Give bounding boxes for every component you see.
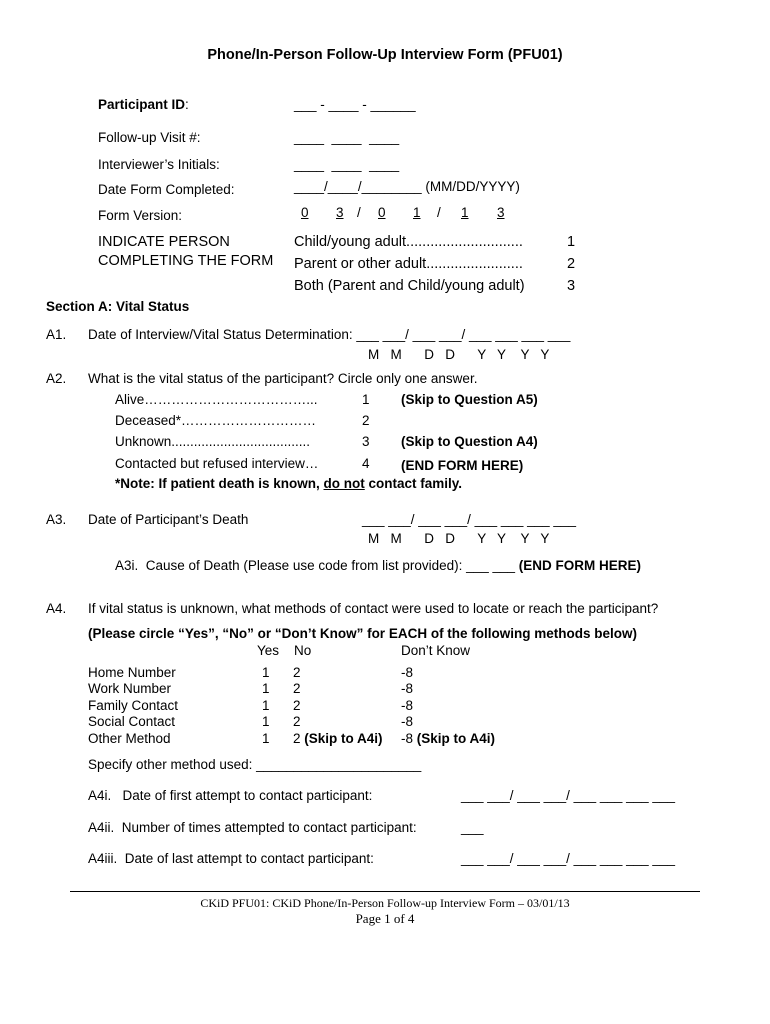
method-yes[interactable]: 1 <box>262 731 270 746</box>
form-version-digit: 1 <box>413 205 421 220</box>
a1-date-format: M M D D Y Y Y Y <box>368 347 550 362</box>
a4i-question: A4i. Date of first attempt to contact participant: <box>88 788 373 803</box>
column-header-yes: Yes <box>257 643 280 658</box>
followup-visit-label: Follow-up Visit #: <box>98 130 201 145</box>
method-dont-know[interactable]: -8 <box>401 681 414 696</box>
form-title: Phone/In-Person Follow-Up Interview Form (PFU01) <box>207 47 563 63</box>
footer-form-info: CKiD PFU01: CKiD Phone/In-Person Follow-up Interview Form – 03/01/13 <box>200 896 570 910</box>
person-option-text[interactable]: Both (Parent and Child/young adult) <box>294 278 525 294</box>
question-number: A1. <box>46 327 67 342</box>
interviewer-initials-field[interactable]: ____ ____ ____ <box>294 157 400 172</box>
a2-option-text[interactable]: Unknown..................................... <box>115 434 311 449</box>
column-header-no: No <box>294 643 312 658</box>
method-yes[interactable]: 1 <box>262 698 270 713</box>
column-header-dont-know: Don’t Know <box>401 643 471 658</box>
person-option-text[interactable]: Parent or other adult........................ <box>294 256 523 272</box>
participant-id-field[interactable]: ___ - ____ - ______ <box>294 97 416 112</box>
person-option-text[interactable]: Child/young adult............................. <box>294 234 523 250</box>
a3-question: Date of Participant’s Death <box>88 512 249 527</box>
form-version-digit: 0 <box>378 205 386 220</box>
form-version-slash: / <box>357 205 361 220</box>
method-label: Work Number <box>88 681 172 696</box>
form-version-digit: 3 <box>497 205 505 220</box>
person-option-code[interactable]: 2 <box>567 256 576 272</box>
method-dont-know[interactable]: -8 (Skip to A4i) <box>401 731 496 746</box>
method-dont-know[interactable]: -8 <box>401 698 414 713</box>
method-label: Social Contact <box>88 714 176 729</box>
method-label: Home Number <box>88 665 176 680</box>
a2-end-note: (END FORM HERE) <box>401 458 524 473</box>
person-completing-label: INDICATE PERSON <box>98 234 230 250</box>
participant-id-label: Participant ID: <box>98 97 189 112</box>
a2-option-code[interactable]: 1 <box>362 392 370 407</box>
followup-visit-field[interactable]: ____ ____ ____ <box>294 130 400 145</box>
question-number: A4. <box>46 601 67 616</box>
form-version-slash: / <box>437 205 441 220</box>
a4ii-question: A4ii. Number of times attempted to contact participant: <box>88 820 417 835</box>
skip-note: (Skip to A4i) <box>304 731 383 746</box>
a4i-date-field[interactable]: ___ ___/ ___ ___/ ___ ___ ___ ___ <box>461 788 675 803</box>
method-no[interactable]: 2 (Skip to A4i) <box>293 731 383 746</box>
a3i-question[interactable]: A3i. Cause of Death (Please use code from list provided): ___ ___ (END FORM HERE) <box>115 558 641 573</box>
person-completing-label: COMPLETING THE FORM <box>98 253 274 269</box>
person-option-code[interactable]: 1 <box>567 234 576 250</box>
question-number: A2. <box>46 371 67 386</box>
a2-option-text[interactable]: Alive………………………………... <box>115 392 318 407</box>
a2-option-text[interactable]: Contacted but refused interview… <box>115 456 319 471</box>
a2-question: What is the vital status of the participant? Circle only one answer. <box>88 371 478 386</box>
a4iii-question: A4iii. Date of last attempt to contact participant: <box>88 851 374 866</box>
method-yes[interactable]: 1 <box>262 681 270 696</box>
method-yes[interactable]: 1 <box>262 665 270 680</box>
a2-skip-note: (Skip to Question A5) <box>401 392 538 407</box>
a2-option-code[interactable]: 3 <box>362 434 370 449</box>
form-version-label: Form Version: <box>98 208 183 223</box>
a2-option-code[interactable]: 2 <box>362 413 370 428</box>
a2-option-text[interactable]: Deceased*………………………… <box>115 413 317 428</box>
a2-skip-note: (Skip to Question A4) <box>401 434 538 449</box>
section-a-title: Section A: Vital Status <box>46 299 190 314</box>
footer-divider <box>70 891 700 892</box>
method-dont-know[interactable]: -8 <box>401 665 414 680</box>
method-yes[interactable]: 1 <box>262 714 270 729</box>
question-number: A3. <box>46 512 67 527</box>
footer-page-number: Page 1 of 4 <box>355 911 415 926</box>
skip-note: (Skip to A4i) <box>416 731 496 746</box>
date-completed-field[interactable]: ____/____/________ (MM/DD/YYYY) <box>294 179 520 194</box>
a3-date-format: M M D D Y Y Y Y <box>368 531 550 546</box>
a4iii-date-field[interactable]: ___ ___/ ___ ___/ ___ ___ ___ ___ <box>461 851 675 866</box>
interviewer-initials-label: Interviewer’s Initials: <box>98 157 220 172</box>
form-version-digit: 3 <box>336 205 344 220</box>
method-no[interactable]: 2 <box>293 714 301 729</box>
method-no[interactable]: 2 <box>293 681 301 696</box>
form-version-digit: 0 <box>301 205 309 220</box>
a4-instruction: (Please circle “Yes”, “No” or “Don’t Know” for EACH of the following methods below) <box>88 626 638 641</box>
method-label: Family Contact <box>88 698 179 713</box>
method-dont-know[interactable]: -8 <box>401 714 414 729</box>
a3-date-field[interactable]: ___ ___/ ___ ___/ ___ ___ ___ ___ <box>362 512 576 527</box>
specify-other-method-field[interactable]: Specify other method used: ______________________ <box>88 757 422 772</box>
a2-death-note: *Note: If patient death is known, do not contact family. <box>115 476 463 491</box>
method-no[interactable]: 2 <box>293 665 301 680</box>
a4-question: If vital status is unknown, what methods of contact were used to locate or reach the participant? <box>88 601 659 616</box>
a4ii-count-field[interactable]: ___ <box>461 820 484 835</box>
a2-option-code[interactable]: 4 <box>362 456 370 471</box>
a1-question[interactable]: Date of Interview/Vital Status Determination: ___ ___/ ___ ___/ ___ ___ ___ ___ <box>88 327 571 342</box>
method-label: Other Method <box>88 731 171 746</box>
date-completed-label: Date Form Completed: <box>98 182 235 197</box>
person-option-code[interactable]: 3 <box>567 278 576 294</box>
method-no[interactable]: 2 <box>293 698 301 713</box>
form-version-digit: 1 <box>461 205 469 220</box>
